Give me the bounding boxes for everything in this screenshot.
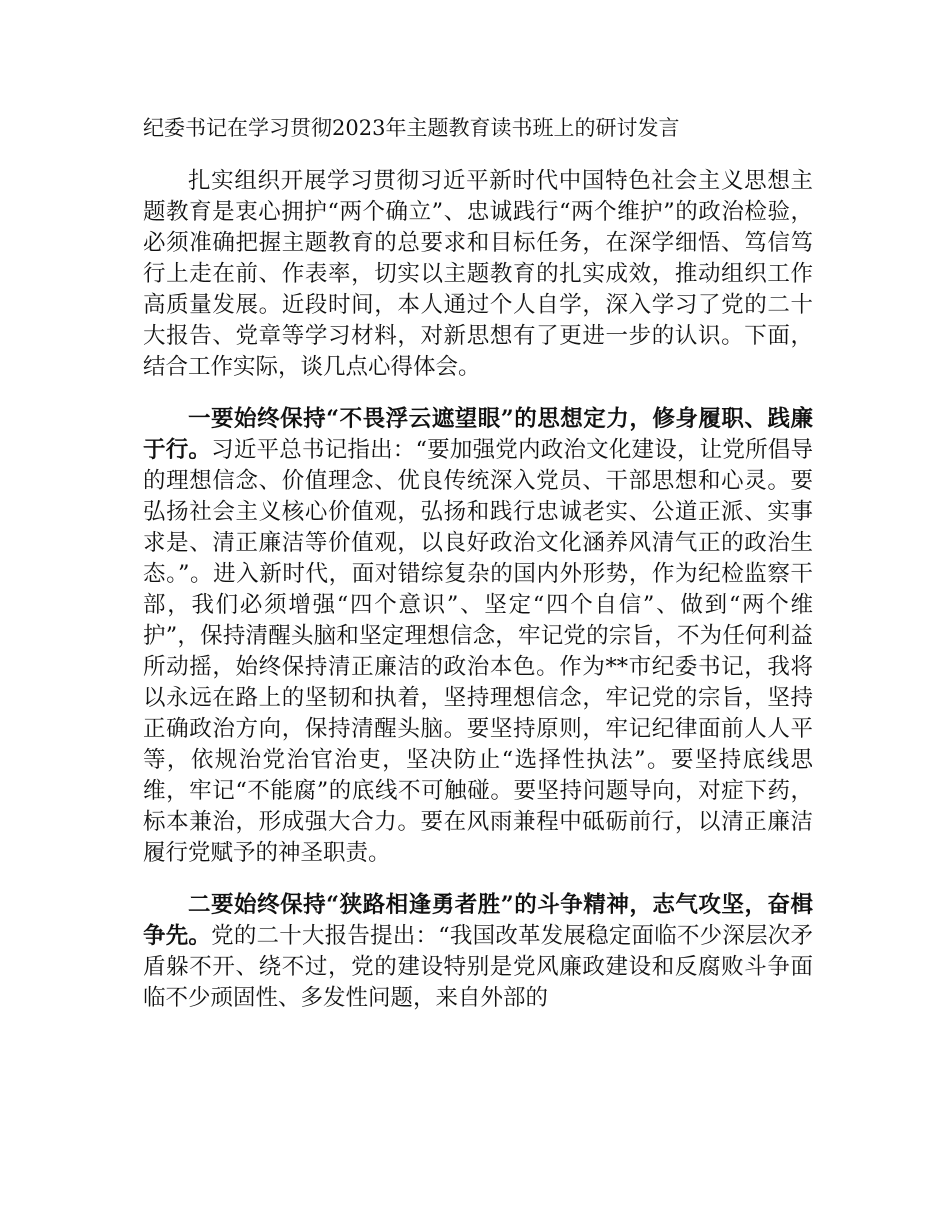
paragraph-heading: 二要始终保持“狭路相逢勇者胜”的斗争精神，志气攻坚，奋楫争先。 (143, 892, 813, 949)
paragraph-text: 扎实组织开展学习贯彻习近平新时代中国特色社会主义思想主题教育是衷心拥护“两个确立”、忠诚践行“两个维护”的政治检验，必须准确把握主题教育的总要求和目标任务，在深学细悟、笃信笃行上走在前、作表率，切实以主题教育的扎实成效，推动组织工作高质量发展。近段时间，本人通过个人自学，深入学习了党的二十大报告、党章等学习材料，对新思想有了更进一步的认识。下面，结合工作实际，谈几点心得体会。 (143, 168, 813, 380)
document-title: 纪委书记在学习贯彻2023年主题教育读书班上的研讨发言 (143, 116, 680, 140)
paragraph-text: 习近平总书记指出：“要加强党内政治文化建设，让党所倡导的理想信念、价值理念、优良传统深入党员、干部思想和心灵。要弘扬社会主义核心价值观，弘扬和践行忠诚老实、公道正派、实事求是、清正廉洁等价值观，以良好政治文化涵养风清气正的政治生态。”。进入新时代，面对错综复杂的国内外形势，作为纪检监察干部，我们必须增强“四个意识”、坚定“四个自信”、做到“两个维护”，保持清醒头脑和坚定理想信念，牢记党的宗旨，不为任何利益所动摇，始终保持清正廉洁的政治本色。作为**市纪委书记，我将以永远在路上的坚韧和执着，坚持理想信念，牢记党的宗旨，坚持正确政治方向，保持清醒头脑。要坚持原则，牢记纪律面前人人平等，依规治党治官治吏，坚决防止“选择性执法”。要坚持底线思维，牢记“不能腐”的底线不可触碰。要坚持问题导向，对症下药，标本兼治，形成强大合力。要在风雨兼程中砥砺前行，以清正廉洁履行党赋予的神圣职责。 (143, 437, 813, 866)
document-body (143, 108, 813, 1035)
paragraph-heading: 一要始终保持“不畏浮云遮望眼”的思想定力，修身履职、践廉于行。 (143, 406, 813, 463)
paragraph-point-one (143, 404, 813, 869)
paragraph-point-two (143, 890, 813, 1014)
paragraph-intro (143, 166, 813, 383)
paragraph-text: 党的二十大报告提出：“我国改革发展稳定面临不少深层次矛盾躲不开、绕不过，党的建设特别是党风廉政建设和反腐败斗争面临不少顽固性、多发性问题，来自外部的 (143, 923, 813, 1011)
